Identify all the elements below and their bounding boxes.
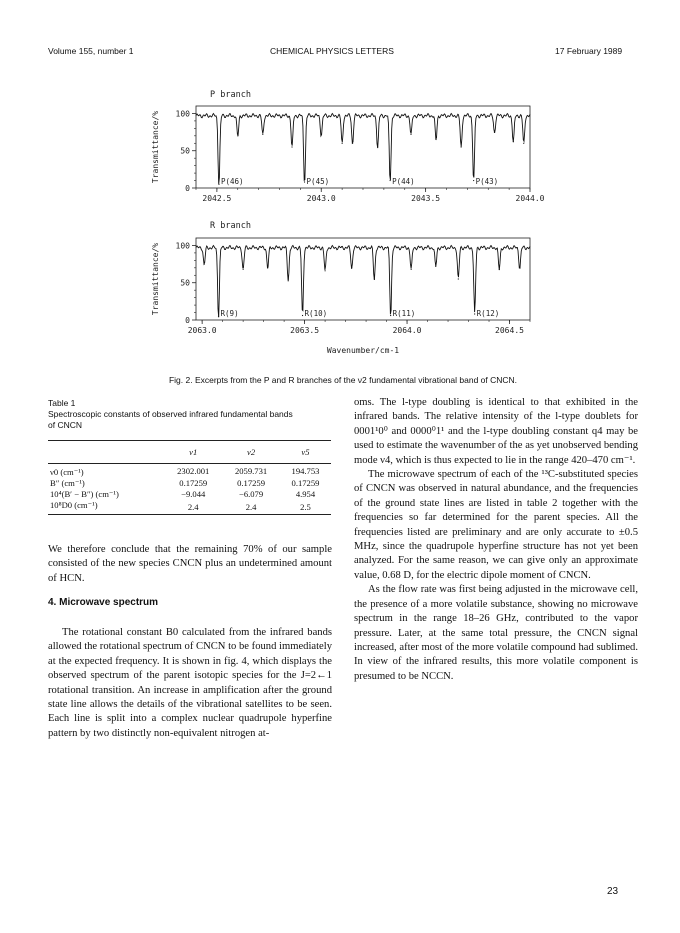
table-row [48, 464, 331, 479]
x-tick-label: 2044.0 [515, 194, 545, 203]
r-branch-chart [151, 221, 530, 355]
y-tick-label: 0 [185, 316, 190, 325]
line-assignment-label: P(43) [475, 177, 499, 186]
y-tick-label: 0 [185, 184, 190, 193]
page-number: 23 [607, 886, 619, 897]
spectrum-dip [237, 135, 238, 136]
spectrum-trace [196, 114, 530, 184]
spectrum-dip [410, 134, 411, 135]
spectrum-dip [218, 316, 219, 317]
spectrum-dip [351, 267, 352, 268]
line-assignment-label: R(10) [304, 309, 328, 318]
spectrum-dip [377, 146, 378, 147]
x-tick-label: 2042.5 [202, 194, 232, 203]
y-tick-label: 100 [175, 109, 190, 119]
spectrum-dip [291, 146, 292, 147]
plot-frame [196, 238, 530, 320]
table-cell: 194.753 [291, 465, 320, 476]
y-tick-label: 100 [175, 241, 190, 251]
y-axis-label: Transmittance/% [151, 242, 160, 316]
table-cell: 0.17259 [237, 478, 266, 488]
x-tick-label: 2064.5 [495, 326, 524, 335]
spectrum-dip [374, 278, 375, 279]
spectrum-trace [196, 246, 530, 318]
running-header-volume: Volume 155, number 1 [48, 46, 134, 56]
paragraph: The microwave spectrum of each of the ¹³C-substituted species of CNCN was observed in natural abundance, and the frequencies of the ground state lines are listed in table 2 together with the frequencies so far determined for the parent species. All the frequencies listed are preliminary and are only accurate to ±0.5 MHz, since the quadrupole hyperfine structure has not yet been analyzed. For the same reason, we can give only an approximate value, 0.68 D, for the electric dipole moment of CNCN. [354, 469, 638, 581]
paragraph: The rotational constant B0 calculated from the infrared bands allowed the rotational spectrum of CNCN to be found immediately at the expected frequency. It is shown in fig. 4, which displays the observed spectrum of the parent isotopic species for the J=2←1 rotational transition. An increase in amplification after the ground state line allows the details of the vibrational satellites to be seen. Each line is split into a complex nuclear quadrupole hyperfine pattern by two distinctly non-equivalent nitrogen at- [48, 627, 332, 739]
spectrum-dip [204, 263, 205, 264]
line-assignment-label: P(45) [306, 177, 330, 186]
spectrum-dip [499, 269, 500, 270]
paragraph: As the flow rate was first being adjusted in the microwave cell, the presence of a more volatile substance, showing no microwave spectrum in the range 18–26 GHz, contributed to the vapor pressure. Later, at the same total pressure, the CNCN signal increased, after most of the more volatile compound had sublimed. In view of the infrared results, this more volatile component is presumed to be NCCN. [354, 584, 638, 682]
paragraph: oms. The l-type doubling is identical to that exhibited in the infrared bands. The relative intensity of the l-type doublets for 0001¹0⁰ and 0000⁰1¹ and the l-type doubling constant q4 may be used to estimate the wavenumber of the as yet unobserved bending mode ν4, which is thus expected to lie in the range 420–470 cm⁻¹. [354, 397, 638, 466]
table-cell: 10⁸D0 (cm⁻¹) [50, 500, 98, 510]
y-axis-label: Transmittance/% [151, 110, 160, 184]
spectrum-dip [494, 131, 495, 132]
spectrum-dip [302, 315, 303, 316]
table-cell: 0.17259 [291, 478, 320, 488]
plot-frame [196, 106, 530, 188]
table-cell: 4.954 [295, 489, 316, 499]
line-assignment-label: P(44) [392, 177, 415, 186]
spectrum-dip [461, 146, 462, 147]
spectrum-dip [321, 134, 322, 135]
table-caption-line1: Spectroscopic constants of observed infrared fundamental bands [48, 409, 293, 419]
table-cell: 0.17259 [179, 478, 208, 488]
y-tick-label: 50 [180, 146, 190, 156]
spectrum-dip [342, 143, 343, 144]
table-header-cell [48, 441, 164, 464]
table-cell: 10⁴(B′ − B″) (cm⁻¹) [50, 489, 119, 499]
table-header-cell: ν2 [247, 446, 256, 457]
p-branch-chart [151, 90, 545, 203]
line-assignment-label: R(9) [220, 309, 239, 318]
spectrum-dip [243, 269, 244, 270]
table-number: Table 1 [48, 398, 76, 408]
table-cell: 2.4 [187, 501, 199, 512]
spectrum-dip [324, 270, 325, 271]
spectroscopic-constants-table [48, 440, 331, 515]
table-header-cell: ν5 [301, 446, 310, 457]
x-tick-label: 2043.5 [411, 194, 441, 203]
spectrum-dip [390, 315, 391, 316]
table-cell: B″ (cm⁻¹) [50, 478, 85, 488]
table-cell: 2302.001 [177, 465, 210, 476]
table-cell: −6.079 [238, 489, 264, 499]
running-header-date: 17 February 1989 [555, 46, 623, 56]
spectrum-dip [513, 141, 514, 142]
section-heading: 4. Microwave spectrum [48, 597, 159, 608]
table-cell: 2.4 [245, 501, 257, 512]
spectrum-dip [523, 143, 524, 144]
table-caption-line2: of CNCN [48, 420, 83, 430]
x-tick-label: 2063.0 [187, 326, 217, 335]
table-row [48, 478, 331, 489]
chart-title: R branch [210, 221, 251, 231]
spectrum-dip [288, 278, 289, 279]
spectrum-dip [390, 180, 391, 181]
table-header-cell: ν1 [189, 446, 198, 457]
spectrum-dip [218, 184, 219, 185]
table-title [48, 398, 348, 431]
spectrum-dip [435, 266, 436, 267]
right-column [354, 396, 638, 684]
spectrum-dip [267, 267, 268, 268]
spectrum-dip [411, 269, 412, 270]
x-tick-label: 2063.5 [290, 326, 320, 335]
table-cell: −9.044 [181, 489, 206, 499]
chart-title: P branch [210, 90, 251, 100]
table-cell: 2.5 [300, 501, 311, 512]
table-cell: ν0 (cm⁻¹) [50, 467, 84, 477]
figure-caption: Fig. 2. Excerpts from the P and R branches of the ν2 fundamental vibrational band of CNCN. [168, 375, 518, 385]
table-row [48, 500, 331, 515]
left-column-para1 [48, 543, 332, 586]
line-assignment-label: R(11) [392, 309, 416, 318]
left-column-para2 [48, 626, 332, 741]
line-assignment-label: P(46) [220, 177, 244, 186]
x-axis-label: Wavenumber/cm-1 [326, 346, 400, 355]
spectrum-dip [435, 139, 436, 140]
spectrum-dip [474, 313, 475, 314]
x-tick-label: 2043.0 [306, 194, 336, 203]
line-assignment-label: R(12) [476, 309, 500, 318]
paragraph: We therefore conclude that the remaining 70% of our sample consisted of the new species CNCN plus an undetermined amount of HCN. [48, 544, 332, 584]
table-cell: 2059.731 [234, 465, 268, 476]
spectrum-dip [519, 267, 520, 268]
y-tick-label: 50 [180, 278, 190, 288]
spectrum-dip [262, 134, 263, 135]
x-tick-label: 2064.0 [392, 326, 422, 335]
spectrum-dip [352, 143, 353, 144]
running-header-journal: CHEMICAL PHYSICS LETTERS [270, 46, 394, 56]
spectrum-figure [0, 0, 680, 370]
spectrum-dip [304, 181, 305, 182]
spectrum-dip [473, 180, 474, 181]
spectrum-dip [458, 278, 459, 279]
table-row [48, 489, 331, 500]
